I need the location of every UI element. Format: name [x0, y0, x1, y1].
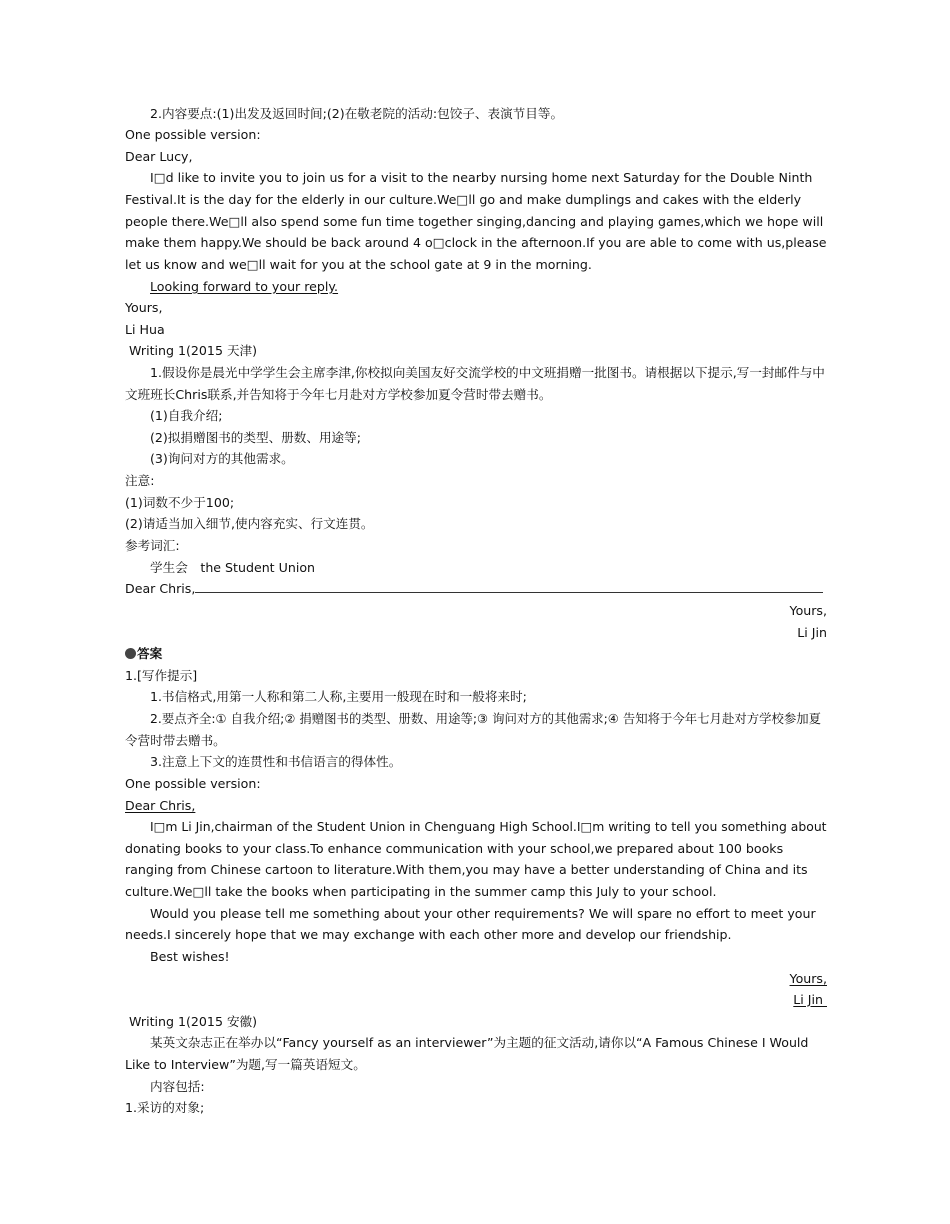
text-line: 内容包括:	[150, 1079, 205, 1094]
text-line: people there.We□ll also spend some fun time together singing,dancing and playing games,which we hope will	[125, 214, 824, 229]
text-line: 2.要点齐全:① 自我介绍;② 捐赠图书的类型、册数、用途等;③ 询问对方的其他需求;④ 告知将于今年七月赴对方学校参加夏	[150, 711, 822, 726]
text-line: 某英文杂志正在举办以“Fancy yourself as an interviewer”为主题的征文活动,请你以“A Famous Chinese I Would	[150, 1035, 809, 1050]
text-line: Yours,	[789, 603, 827, 618]
underlined-text: Li Jin	[793, 992, 827, 1007]
text-line: One possible version:	[125, 776, 261, 791]
underlined-text: Dear Chris,	[125, 798, 196, 813]
text-line: Like to Interview”为题,写一篇英语短文。	[125, 1057, 366, 1072]
salutation-line	[125, 578, 827, 600]
text-line: 1.假设你是晨光中学学生会主席李津,你校拟向美国友好交流学校的中文班捐赠一批图书。请根据以下提示,写一封邮件与中	[150, 365, 825, 380]
salutation-line	[125, 795, 827, 817]
blank-answer-line	[195, 578, 823, 593]
text-line: Festival.It is the day for the elderly in our culture.We□ll go and make dumplings and cakes with the elderly	[125, 192, 802, 207]
text-line: let us know and we□ll wait for you at the school gate at 9 in the morning.	[125, 257, 592, 272]
text-line: Yours,	[125, 300, 163, 315]
text-line: 1.采访的对象;	[125, 1100, 205, 1115]
signature-line	[125, 989, 827, 1011]
underlined-text: Yours,	[789, 971, 827, 986]
text-line: 3.注意上下文的连贯性和书信语言的得体性。	[150, 754, 402, 769]
text-line: make them happy.We should be back around 4 o□clock in the afternoon.If you are able to come with us,please	[125, 235, 827, 250]
text-line: donating books to your class.To enhance communication with your school,we prepared about 100 books	[125, 841, 784, 856]
text-line: 参考词汇:	[125, 538, 180, 553]
text-line: (3)询问对方的其他需求。	[150, 451, 294, 466]
text-line: (2)请适当加入细节,使内容充实、行文连贯。	[125, 516, 374, 531]
text-line: 1.书信格式,用第一人称和第二人称,主要用一般现在时和一般将来时;	[150, 689, 527, 704]
text-line: 令营时带去赠书。	[125, 733, 226, 748]
answer-heading	[125, 643, 827, 665]
text-line: 学生会 the Student Union	[150, 560, 316, 575]
text-line: One possible version:	[125, 127, 261, 142]
text-line: 注意:	[125, 473, 155, 488]
underlined-text: Looking forward to your reply.	[150, 279, 339, 294]
text-line: needs.I sincerely hope that we may exchange with each other more and develop our friendship.	[125, 927, 732, 942]
text-line: ranging from Chinese cartoon to literature.With them,you may have a better understanding of China and its	[125, 862, 808, 877]
text-line: Best wishes!	[150, 949, 230, 964]
text-line: 1.[写作提示]	[125, 668, 198, 683]
section-heading: Writing 1(2015 安徽)	[125, 1014, 258, 1029]
closing-line	[150, 276, 827, 298]
salutation: Dear Chris,	[125, 581, 196, 596]
text-line: Dear Lucy,	[125, 149, 193, 164]
text-line: (1)词数不少于100;	[125, 495, 235, 510]
text-line: 文班班长Chris联系,并告知将于今年七月赴对方学校参加夏令营时带去赠书。	[125, 387, 552, 402]
answer-label: 答案	[137, 646, 163, 661]
text-line: 2.内容要点:(1)出发及返回时间;(2)在敬老院的活动:包饺子、表演节目等。	[150, 106, 564, 121]
section-heading: Writing 1(2015 天津)	[125, 343, 258, 358]
text-line: (1)自我介绍;	[150, 408, 223, 423]
text-line: culture.We□ll take the books when participating in the summer camp this July to your school.	[125, 884, 717, 899]
text-line: Would you please tell me something about your other requirements? We will spare no effort to meet your	[150, 906, 816, 921]
text-line: I□m Li Jin,chairman of the Student Union in Chenguang High School.I□m writing to tell you something about	[150, 819, 827, 834]
text-line: Li Jin	[797, 625, 827, 640]
text-line: (2)拟捐赠图书的类型、册数、用途等;	[150, 430, 361, 445]
text-line: I□d like to invite you to join us for a visit to the nearby nursing home next Saturday for the Double Ninth	[150, 170, 813, 185]
answer-icon	[125, 648, 136, 659]
text-line: Li Hua	[125, 322, 165, 337]
closing-line	[125, 968, 827, 990]
